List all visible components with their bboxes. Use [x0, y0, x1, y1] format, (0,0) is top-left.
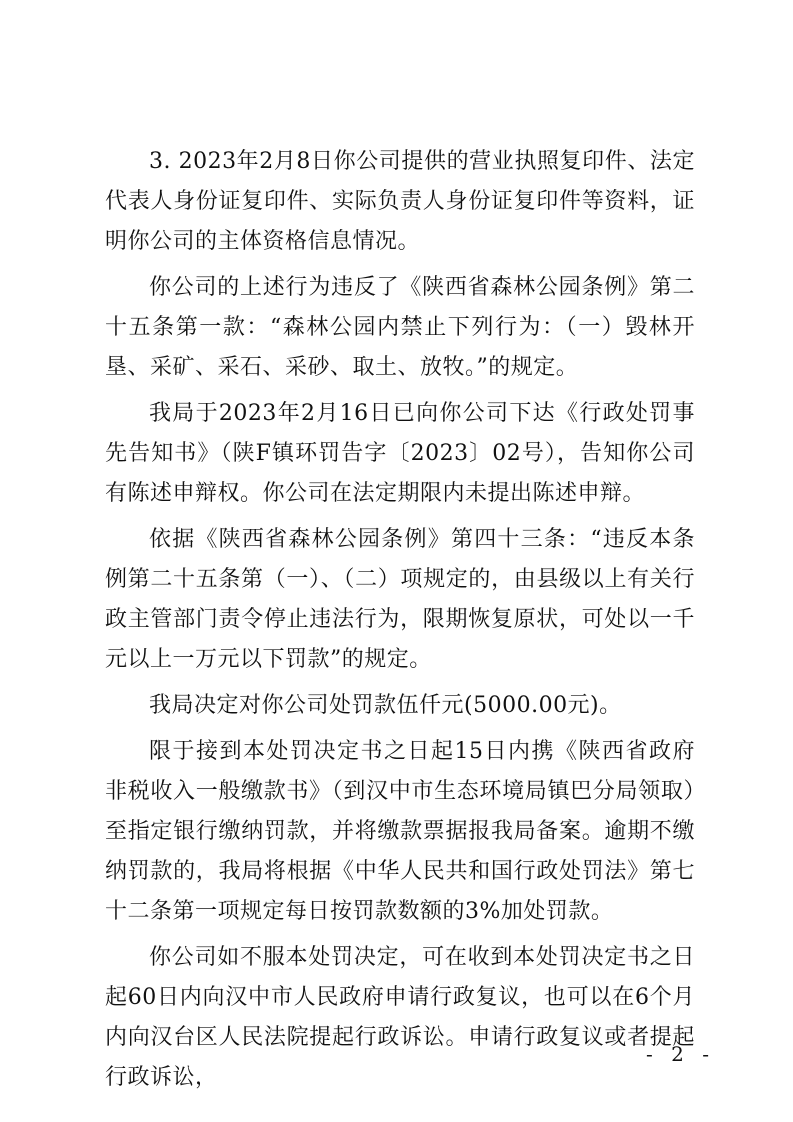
document-body	[105, 142, 695, 1104]
paragraph-evidence-3: 3. 2023年2月8日你公司提供的营业执照复印件、法定代表人身份证复印件、实际负责人身份证复印件等资料，证明你公司的主体资格信息情况。	[105, 149, 695, 254]
paragraph-decision: 我局决定对你公司处罚款伍仟元(5000.00元)。	[149, 693, 622, 718]
paragraph-prior-notice: 我局于2023年2月16日已向你公司下达《行政处罚事先告知书》（陕F镇环罚告字〔2023〕02号），告知你公司有陈述申辩权。你公司在法定期限内未提出陈述申辩。	[105, 401, 695, 506]
paragraph-legal-basis: 依据《陕西省森林公园条例》第四十三条：“违反本条例第二十五条第（一）、（二）项规定的，由县级以上有关行政主管部门责令停止违法行为，限期恢复原状，可处以一千元以上一万元以下罚款”的规定。	[105, 527, 695, 672]
paragraph-payment: 限于接到本处罚决定书之日起15日内携《陕西省政府非税收入一般缴款书》（到汉中市生态环境局镇巴分局领取）至指定银行缴纳罚款，并将缴款票据报我局备案。逾期不缴纳罚款的，我局将根据《中华人民共和国行政处罚法》第七十二条第一项规定每日按罚款数额的3%加处罚款。	[105, 739, 695, 924]
paragraph-violation: 你公司的上述行为违反了《陕西省森林公园条例》第二十五条第一款：“森林公园内禁止下列行为：（一）毁林开垦、采矿、采石、采砂、取土、放牧。”的规定。	[105, 275, 695, 380]
page-number: - 2 -	[646, 1042, 715, 1066]
paragraph-appeal: 你公司如不服本处罚决定，可在收到本处罚决定书之日起60日内向汉中市人民政府申请行政复议，也可以在6个月内向汉台区人民法院提起行政诉讼。申请行政复议或者提起行政诉讼，	[105, 945, 695, 1090]
